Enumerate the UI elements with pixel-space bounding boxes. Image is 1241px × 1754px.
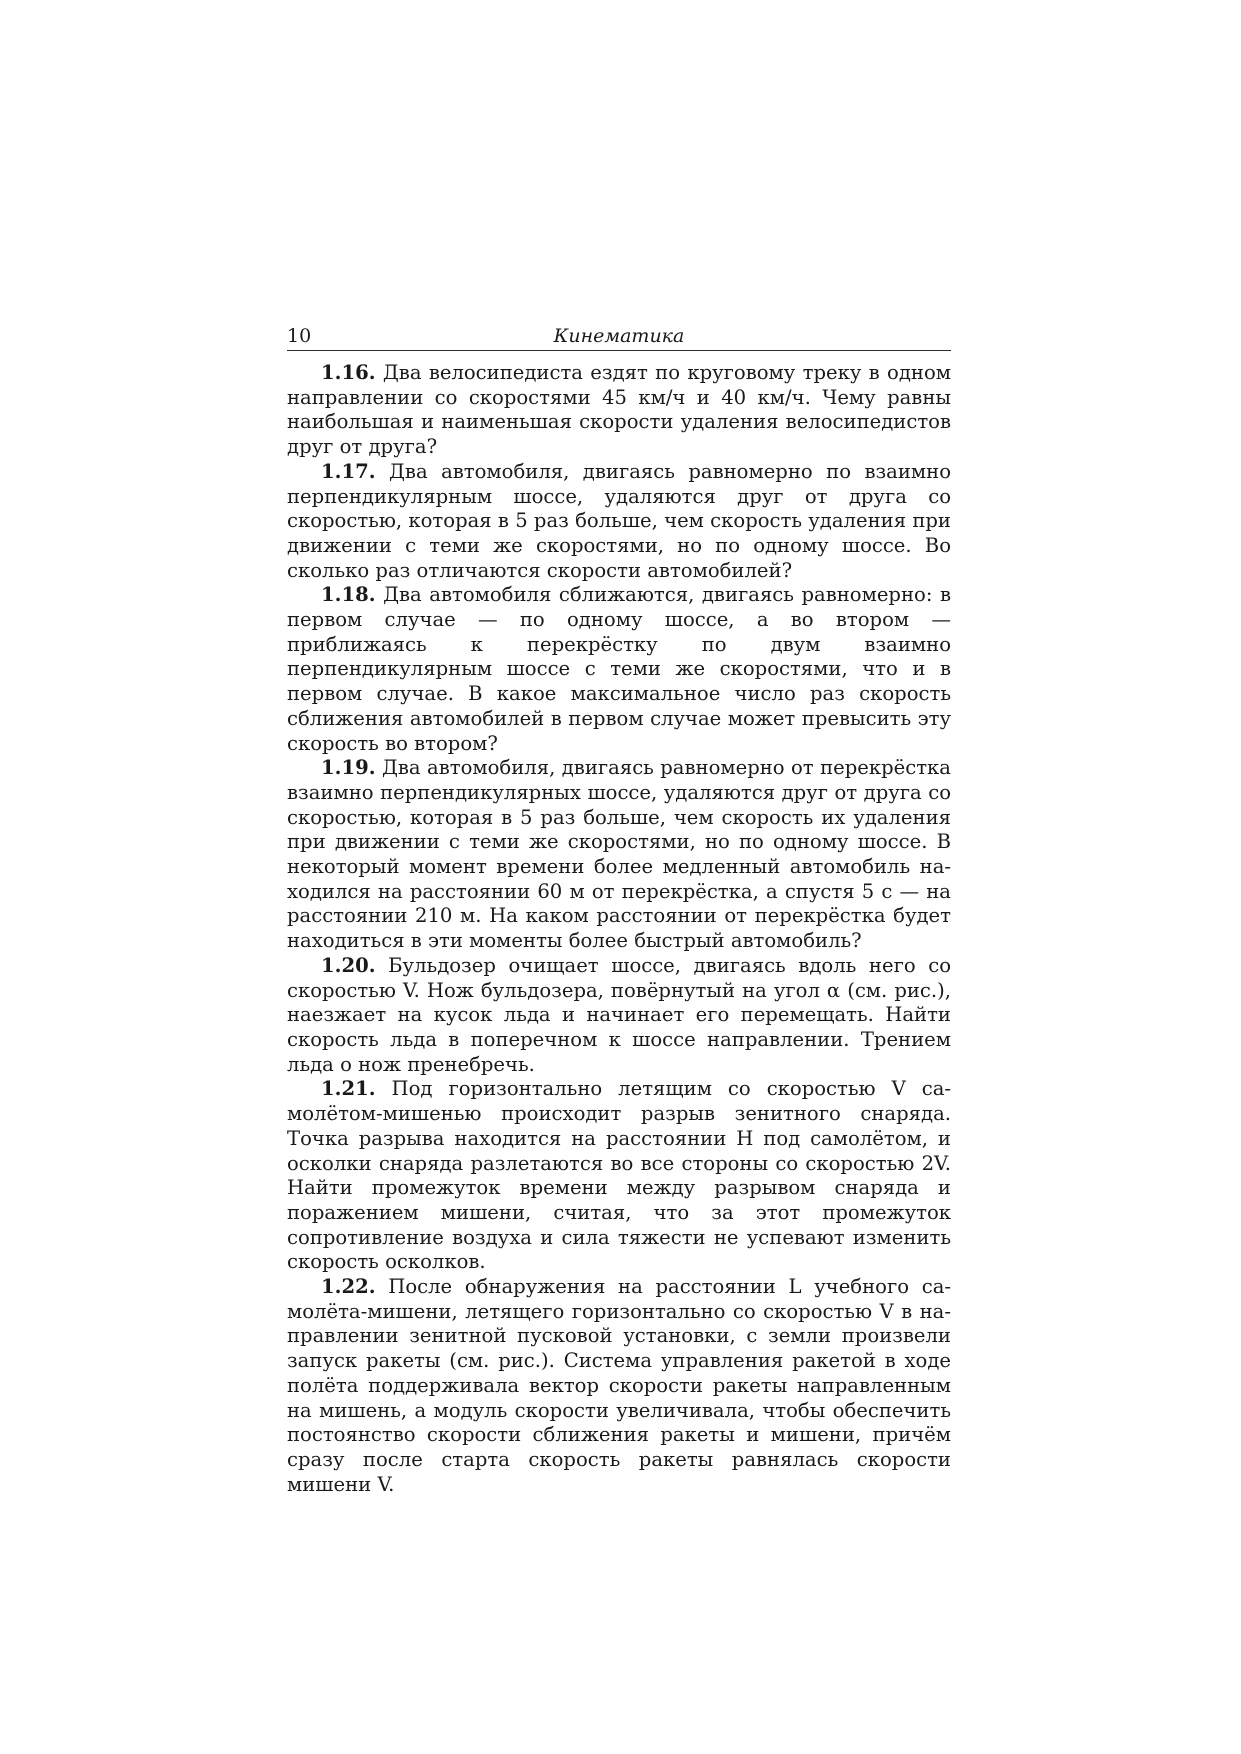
problem-number: 1.20. xyxy=(321,953,376,977)
problem-text: Бульдозер очищает шоссе, двигаясь вдоль него со скоростью V. Нож бульдозера, повёрнутый на угол α (см. рис.), наезжает на кусок льда и начинает его перемещать. Найти скорость льда в поперечном к шоссе направлении. Трением льда о нож пренебречь. xyxy=(287,953,952,1076)
problem-text: Под горизонтально летящим со скоростью V самолётом-мишенью происходит разрыв зенитного снаряда. Точка разрыва находится на расстоянии H под самолётом, и осколки снаряда разлетаются во все стороны со скоростью 2V. Найти промежуток времени между разрывом снаряда и поражением мишени, считая, что за этот промежуток сопротивление воздуха и сила тяжести не успевают изменить скорость осколков. xyxy=(287,1077,951,1274)
problem-list xyxy=(287,361,951,1497)
problem-text: Два автомобиля, двигаясь равномерно по взаимно перпендикулярным шоссе, удаляются друг от друга со скоростью, которая в 5 раз больше, чем скорость удаления при движении с теми же скоростями, но по одному шоссе. Во сколько раз отличаются скорости автомобилей? xyxy=(287,459,952,582)
problem-text: После обнаружения на расстоянии L учебного самолёта-мишени, летящего горизонтально со скоростью V в направлении зенитной пусковой установки, с земли произвели запуск ракеты (см. рис.). Система управления ракетой в ходе полёта поддерживала вектор скорости ракеты направленным на мишень, а модуль скорости увеличивала, чтобы обеспечить постоянство скорости сближения ракеты и мишени, причём сразу после старта скорость ракеты равнялась скорости мишени V. xyxy=(287,1275,951,1496)
problem-text: Два велосипедиста ездят по круговому треку в одном направлении со скоростями 45 км/ч и 40 км/ч. Чему равны наибольшая и наименьшая скорости удаления велосипедистов друг от друга? xyxy=(287,361,951,459)
problem-number: 1.21. xyxy=(321,1077,376,1101)
problem-text: Два автомобиля, двигаясь равномерно от перекрёстка взаимно перпендикулярных шоссе, удаляются друг от друга со скоростью, которая в 5 раз больше, чем скорость их удаления при движении с теми же скоростями, но по одному шоссе. В некоторый момент времени более медленный автомобиль находился на расстоянии 60 м от перекрёстка, а спустя 5 с — на расстоянии 210 м. На каком расстоянии от перекрёстка будет находиться в эти моменты более быстрый автомобиль? xyxy=(287,756,951,953)
problem-1-21 xyxy=(287,1077,951,1275)
problem-1-17 xyxy=(287,460,951,584)
problem-1-19 xyxy=(287,756,951,954)
problem-text: Два автомобиля сближаются, двигаясь равномерно: в первом случае — по одному шоссе, а во втором — приближаясь к перекрёстку по двум взаимно перпендикулярным шоссе с теми же скоростями, что и в первом случае. В какое максимальное число раз скорость сближения автомобилей в первом случае может превысить эту скорость во втором? xyxy=(287,583,952,755)
problem-number: 1.16. xyxy=(321,361,376,384)
section-title: Кинематика xyxy=(553,325,685,347)
problem-number: 1.22. xyxy=(321,1275,376,1299)
problem-1-16 xyxy=(287,361,951,460)
page-number: 10 xyxy=(287,325,312,347)
page xyxy=(287,322,951,1497)
problem-1-20 xyxy=(287,954,951,1078)
running-head xyxy=(287,322,951,351)
problem-number: 1.19. xyxy=(321,756,376,780)
problem-number: 1.18. xyxy=(321,583,376,607)
problem-1-18 xyxy=(287,583,951,756)
problem-1-22 xyxy=(287,1275,951,1497)
problem-number: 1.17. xyxy=(321,459,376,483)
